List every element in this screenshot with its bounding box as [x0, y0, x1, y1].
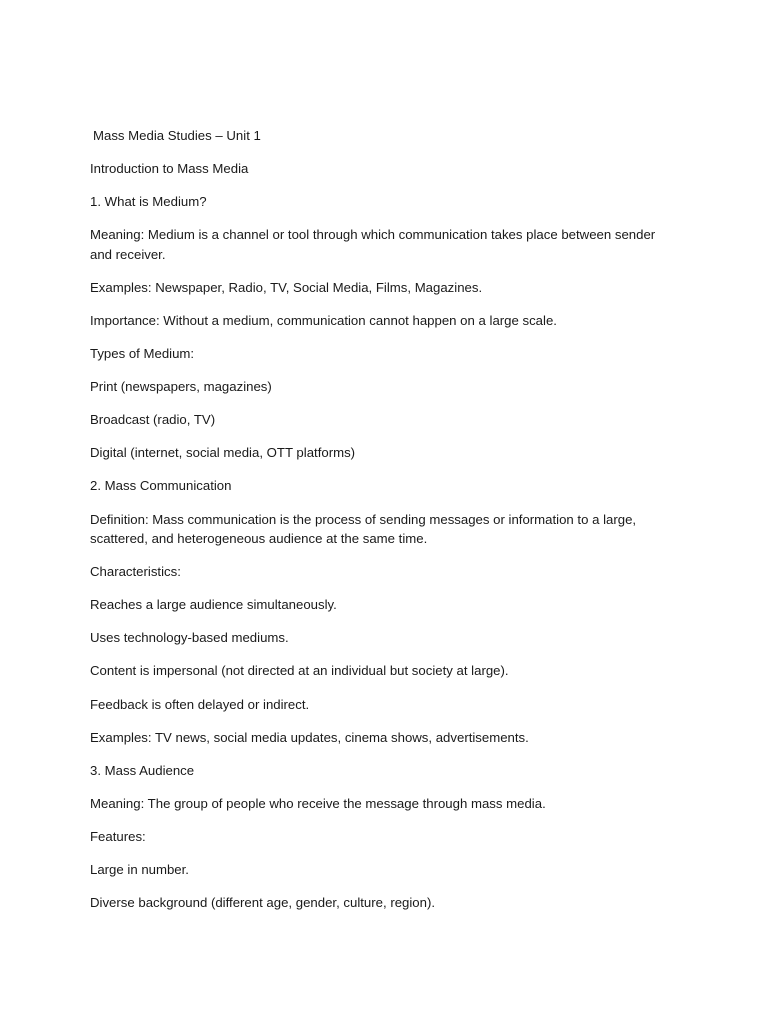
paragraph-mass-audience-meaning: Meaning: The group of people who receive the message through mass media. [90, 795, 546, 811]
paragraph-mass-communication-examples: Examples: TV news, social media updates, cinema shows, advertisements. [90, 729, 529, 745]
section-heading-medium: 1. What is Medium? [90, 194, 207, 210]
list-item-impersonal: Content is impersonal (not directed at an individual but society at large). [90, 663, 509, 679]
list-item-broadcast: Broadcast (radio, TV) [90, 412, 216, 428]
paragraph-features-heading: Features: [90, 828, 146, 844]
paragraph-mass-communication-definition: Definition: Mass communication is the process of sending messages or information to a large, scattered, and heterogeneous audience at the same time. [90, 511, 637, 547]
paragraph-medium-examples: Examples: Newspaper, Radio, TV, Social Media, Films, Magazines. [90, 279, 483, 295]
list-item-digital: Digital (internet, social media, OTT platforms) [90, 445, 356, 461]
list-item-large-audience: Reaches a large audience simultaneously. [90, 597, 337, 613]
section-heading-mass-communication: 2. Mass Communication [90, 478, 232, 494]
list-item-technology: Uses technology-based mediums. [90, 630, 289, 646]
paragraph-types-heading: Types of Medium: [90, 346, 195, 362]
list-item-feedback: Feedback is often delayed or indirect. [90, 696, 310, 712]
list-item-diverse-background: Diverse background (different age, gender, culture, region). [90, 895, 436, 911]
document-body [90, 126, 680, 926]
paragraph-medium-meaning: Meaning: Medium is a channel or tool through which communication takes place between sender and receiver. [90, 227, 656, 262]
section-heading-mass-audience: 3. Mass Audience [90, 762, 195, 778]
section-intro-heading: Introduction to Mass Media [90, 161, 249, 177]
list-item-print: Print (newspapers, magazines) [90, 379, 272, 395]
paragraph-characteristics-heading: Characteristics: [90, 564, 181, 580]
document-title: Mass Media Studies – Unit 1 [93, 128, 261, 143]
paragraph-medium-importance: Importance: Without a medium, communication cannot happen on a large scale. [90, 312, 557, 328]
list-item-large-number: Large in number. [90, 861, 189, 877]
